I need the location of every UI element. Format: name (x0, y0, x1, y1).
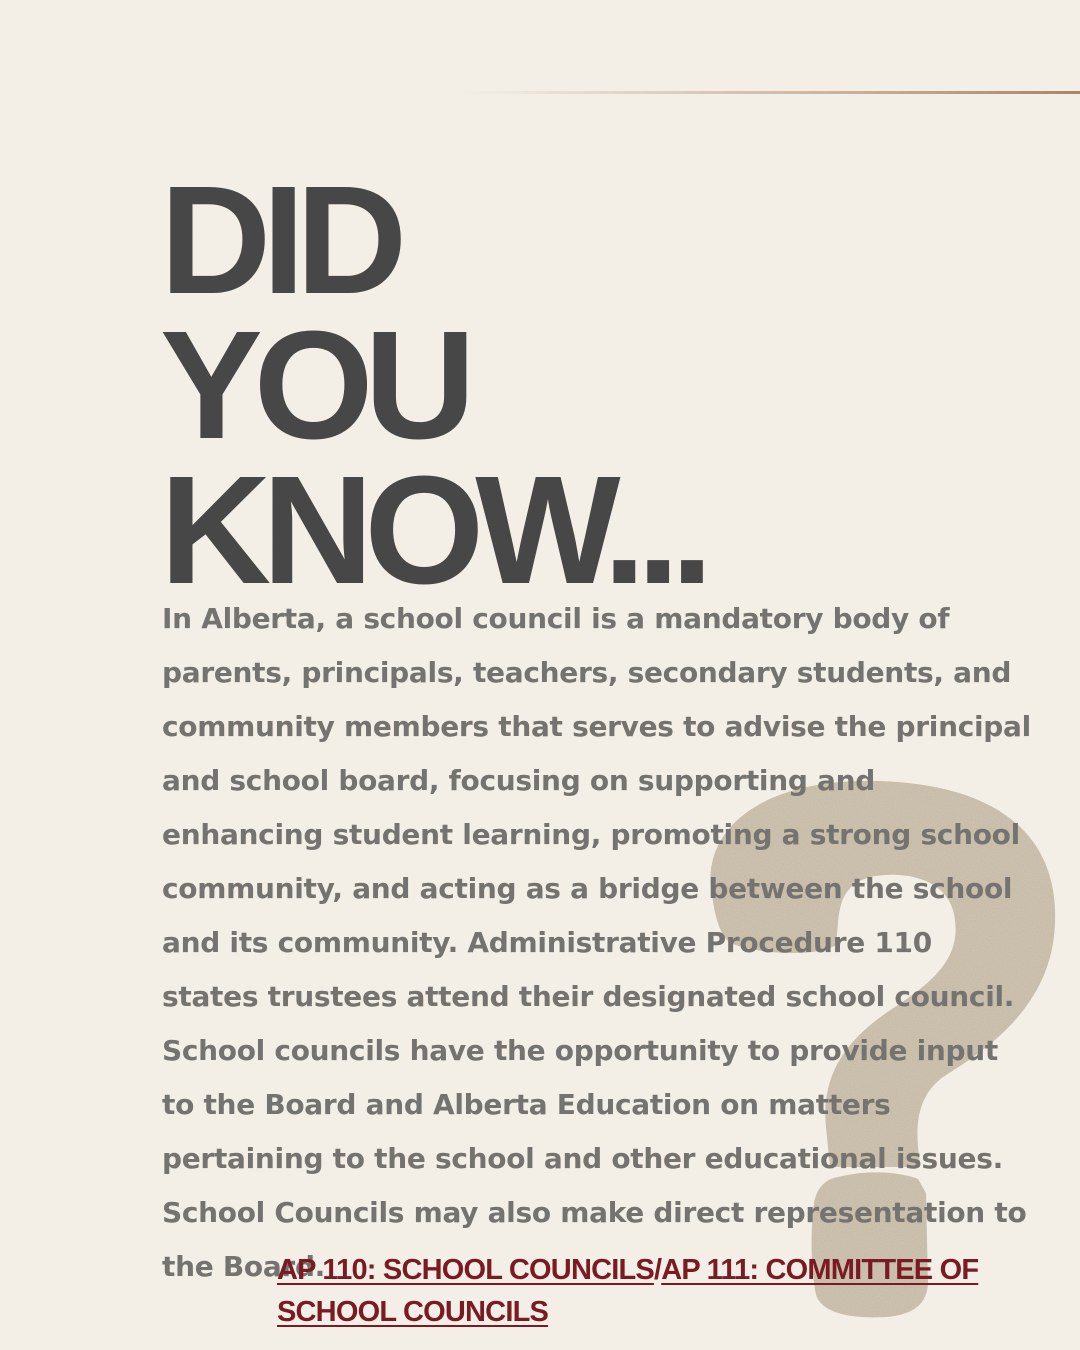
ap111-link[interactable]: AP 111: COMMITTEE OF SCHOOL COUNCILS (277, 1254, 979, 1328)
link-separator: / (653, 1254, 662, 1286)
headline-line-2: YOU (160, 299, 467, 471)
headline (160, 154, 705, 616)
headline-line-3: KNOW... (160, 444, 705, 616)
headline-line-1: DID (160, 154, 399, 326)
policy-links (277, 1249, 1037, 1333)
ap110-link[interactable]: AP 110: SCHOOL COUNCILS (277, 1254, 654, 1286)
top-divider-line (460, 91, 1080, 94)
body-paragraph: In Alberta, a school council is a mandatory body of parents, principals, teachers, secondary students, and community members that serves to advise the principal and school board, focusing on supporting and enhancing student learning, promoting a strong school community, and acting as a bridge between the school and its community. Administrative Procedure 110 states trustees attend their designated school council. School councils have the opportunity to provide input to the Board and Alberta Education on matters pertaining to the school and other educational issues. School Councils may also make direct representation to the Board. (162, 602, 1031, 1283)
